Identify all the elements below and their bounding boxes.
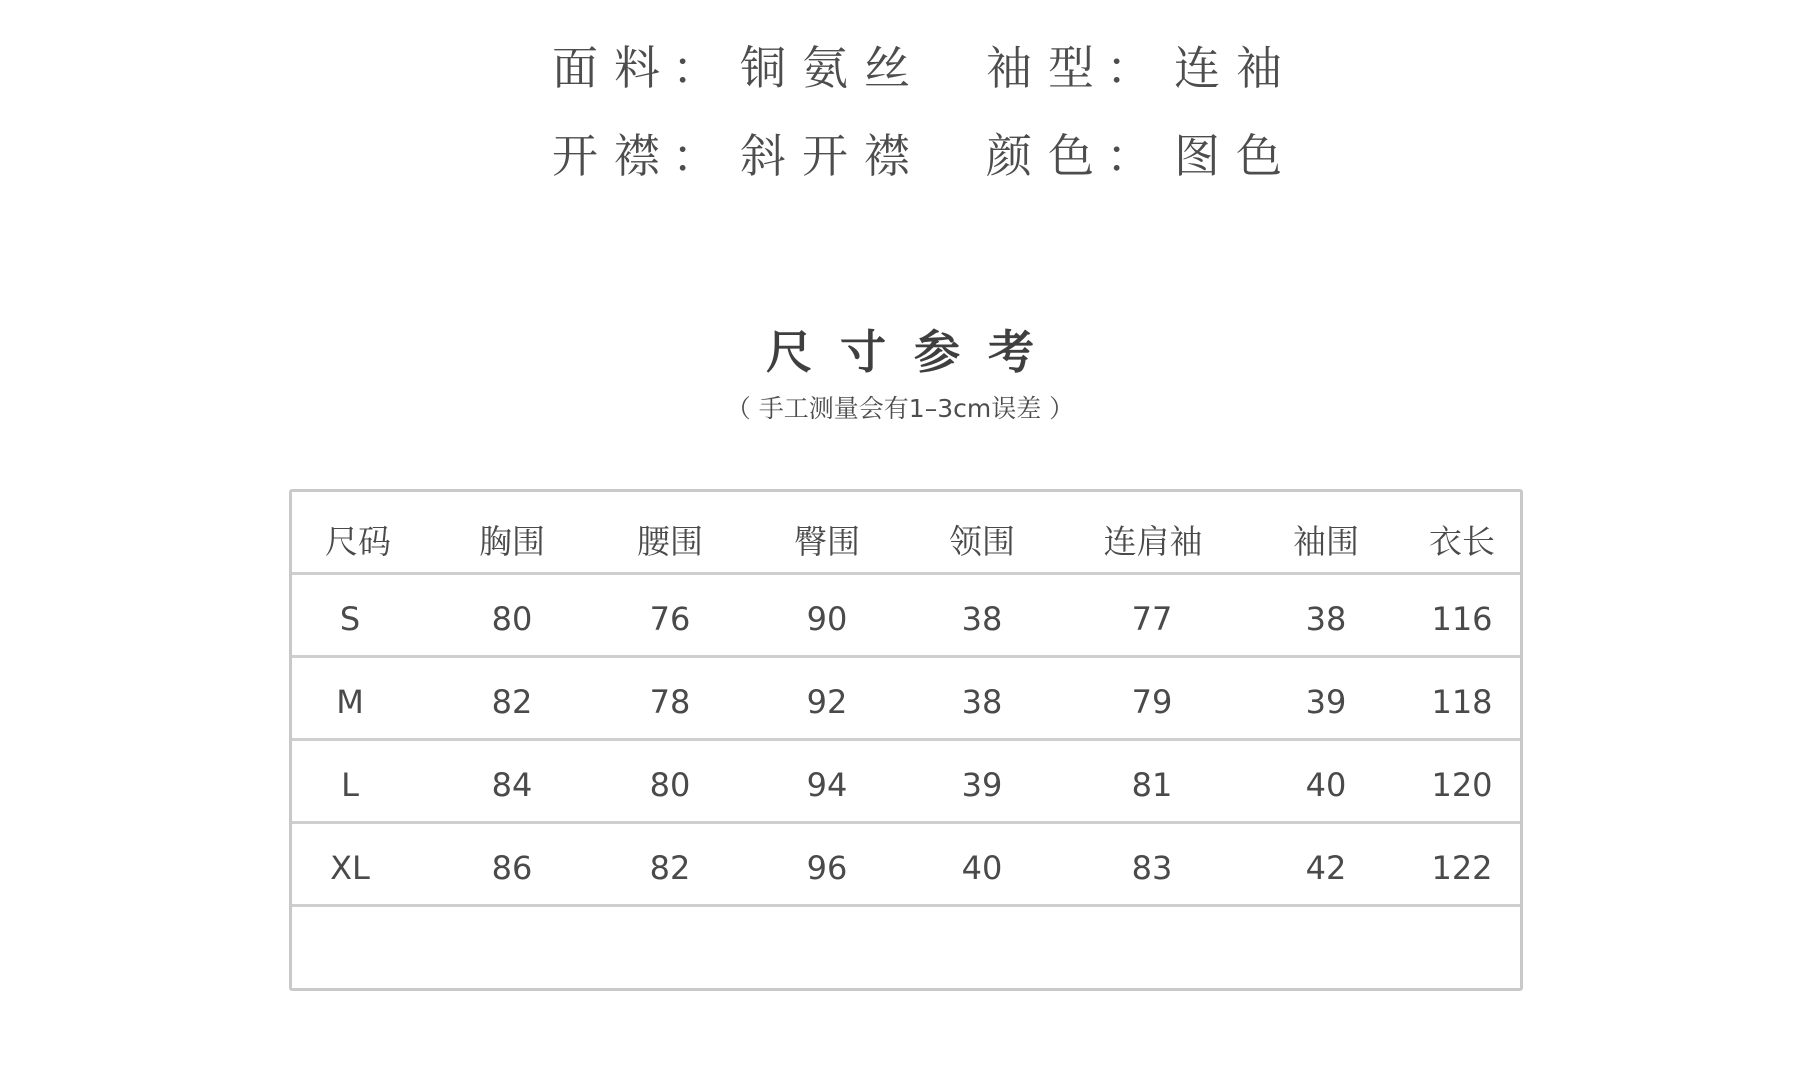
attr-placket-value: 斜开襟 [740,129,926,183]
attr-color-value: 图色 [1174,129,1298,183]
cell-hip: 90 [806,600,848,638]
cell-collar: 39 [961,766,1003,804]
cell-length: 120 [1431,766,1493,804]
cell-waist: 82 [649,849,691,887]
attr-fabric [552,38,926,98]
attr-color-separator: ： [1106,129,1168,183]
header-sleeve-width: 袖围 [1293,521,1359,561]
attr-color-label: 颜色 [986,129,1110,183]
cell-size: XL [330,849,370,887]
cell-waist: 76 [649,600,691,638]
attr-sleeve-label: 袖型 [986,41,1110,95]
attr-placket-label: 开襟 [552,129,676,183]
attr-sleeve-value: 连袖 [1174,41,1298,95]
cell-length: 118 [1431,683,1493,721]
cell-collar: 38 [961,600,1003,638]
attr-sleeve-separator: ： [1106,41,1168,95]
size-table [289,489,1523,991]
attr-fabric-label: 面料 [552,41,676,95]
header-bust: 胸围 [479,521,545,561]
table-header-row [292,492,1520,575]
cell-waist: 78 [649,683,691,721]
cell-hip: 94 [806,766,848,804]
header-hip: 臀围 [794,521,860,561]
table-row [292,741,1520,824]
cell-shoulder-sleeve: 81 [1131,766,1173,804]
cell-bust: 84 [491,766,533,804]
cell-shoulder-sleeve: 83 [1131,849,1173,887]
table-row-empty [292,907,1520,989]
cell-collar: 40 [961,849,1003,887]
cell-sleeve-width: 40 [1305,766,1347,804]
attr-sleeve [986,38,1298,98]
cell-sleeve-width: 38 [1305,600,1347,638]
table-row [292,575,1520,658]
cell-shoulder-sleeve: 79 [1131,683,1173,721]
attr-fabric-value: 铜氨丝 [740,41,926,95]
cell-waist: 80 [649,766,691,804]
cell-bust: 86 [491,849,533,887]
cell-hip: 92 [806,683,848,721]
cell-sleeve-width: 42 [1305,849,1347,887]
header-waist: 腰围 [637,521,703,561]
cell-collar: 38 [961,683,1003,721]
table-row [292,824,1520,907]
product-attributes [0,30,1800,220]
cell-length: 122 [1431,849,1493,887]
cell-size: M [336,683,364,721]
measurement-note: （ 手工测量会有1–3cm误差 ） [725,394,1075,423]
cell-bust: 82 [491,683,533,721]
attr-color [986,126,1298,186]
cell-shoulder-sleeve: 77 [1131,600,1173,638]
attr-placket [552,126,926,186]
table-row [292,658,1520,741]
cell-size: L [341,766,359,804]
size-reference-title: 尺寸参考 [766,325,1062,379]
header-length: 衣长 [1429,521,1495,561]
attr-fabric-separator: ： [672,41,734,95]
header-shoulder-sleeve: 连肩袖 [1103,521,1203,561]
header-collar: 领围 [949,521,1015,561]
cell-length: 116 [1431,600,1493,638]
cell-bust: 80 [491,600,533,638]
header-size: 尺码 [325,521,391,561]
attr-placket-separator: ： [672,129,734,183]
cell-sleeve-width: 39 [1305,683,1347,721]
cell-hip: 96 [806,849,848,887]
cell-size: S [339,600,361,638]
